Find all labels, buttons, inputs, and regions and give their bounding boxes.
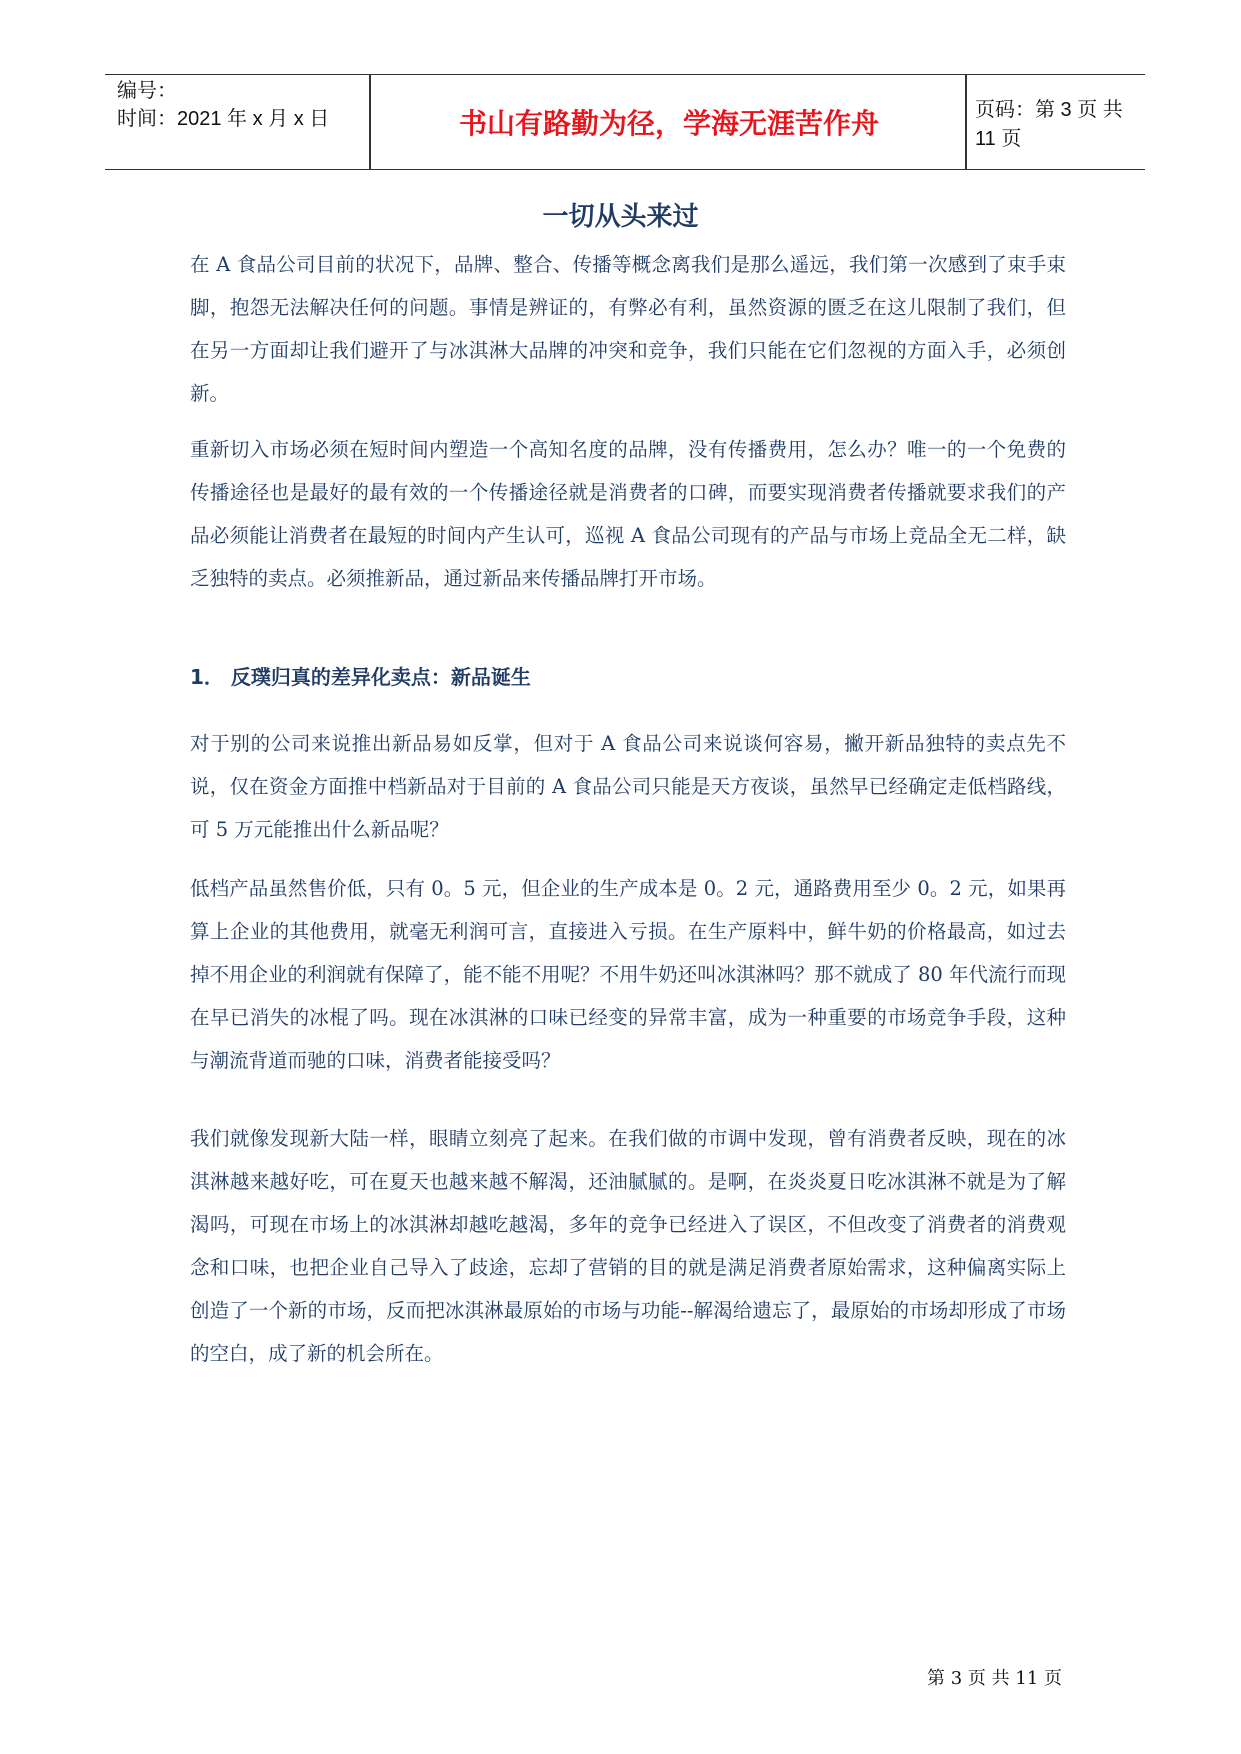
paragraph: 我们就像发现新大陆一样，眼睛立刻亮了起来。在我们做的市调中发现，曾有消费者反映，现在的冰淇淋越来越好吃，可在夏天也越来越不解渴，还油腻腻的。是啊，在炎炎夏日吃冰淇淋不就是为了解渴吗，可现在市场上的冰淇淋却越吃越渴，多年的竞争已经进入了误区，不但改变了消费者的消费观念和口味，也把企业自己导入了歧途，忘却了营销的目的就是满足消费者原始需求，这种偏离实际上创造了一个新的市场，反而把冰淇淋最原始的市场与功能--解渴给遗忘了，最原始的市场却形成了市场的空白，成了新的机会所在。 bbox=[190, 1127, 1066, 1365]
serial-label: 编号： bbox=[117, 80, 177, 102]
paragraph: 重新切入市场必须在短时间内塑造一个高知名度的品牌，没有传播费用，怎么办？唯一的一个免费的传播途径也是最好的最有效的一个传播途径就是消费者的口碑，而要实现消费者传播就要求我们的产品必须能让消费者在最短的时间内产生认可，巡视 A 食品公司现有的产品与市场上竞品全无二样，缺乏独特的卖点。必须推新品，通过新品来传播品牌打开市场。 bbox=[190, 438, 1066, 590]
page-footer: 第 3 页 共 11 页 bbox=[927, 1668, 1062, 1689]
header-page-info: 页码：第 3 页 共 11 页 bbox=[975, 99, 1123, 150]
section-heading: 1． 反璞归真的差异化卖点：新品诞生 bbox=[190, 665, 531, 689]
header-motto: 书山有路勤为径，学海无涯苦作舟 bbox=[458, 107, 879, 140]
paragraph: 在 A 食品公司目前的状况下，品牌、整合、传播等概念离我们是那么遥远，我们第一次感到了束手束脚，抱怨无法解决任何的问题。事情是辨证的，有弊必有利，虽然资源的匮乏在这儿限制了我们，但在另一方面却让我们避开了与冰淇淋大品牌的冲突和竞争，我们只能在它们忽视的方面入手，必须创新。 bbox=[190, 253, 1066, 405]
time-label: 时间：2021 年 x 月 x 日 bbox=[117, 108, 330, 130]
paragraph: 低档产品虽然售价低，只有 0。5 元，但企业的生产成本是 0。2 元，通路费用至少 0。2 元，如果再算上企业的其他费用，就毫无利润可言，直接进入亏损。在生产原料中，鲜牛奶的价格最高，如过去掉不用企业的利润就有保障了，能不能不用呢？不用牛奶还叫冰淇淋吗？那不就成了 80 年代流行而现在早已消失的冰棍了吗。现在冰淇淋的口味已经变的异常丰富，成为一种重要的市场竞争手段，这种与潮流背道而驰的口味，消费者能接受吗？ bbox=[190, 877, 1066, 1072]
paragraph: 对于别的公司来说推出新品易如反掌，但对于 A 食品公司来说谈何容易，撇开新品独特的卖点先不说，仅在资金方面推中档新品对于目前的 A 食品公司只能是天方夜谈，虽然早已经确定走低档路线，可 5 万元能推出什么新品呢？ bbox=[190, 732, 1066, 841]
header-divider bbox=[369, 75, 371, 169]
page-header bbox=[105, 74, 1145, 170]
document-title: 一切从头来过 bbox=[542, 202, 699, 232]
header-meta bbox=[117, 77, 367, 133]
header-divider bbox=[965, 75, 967, 169]
